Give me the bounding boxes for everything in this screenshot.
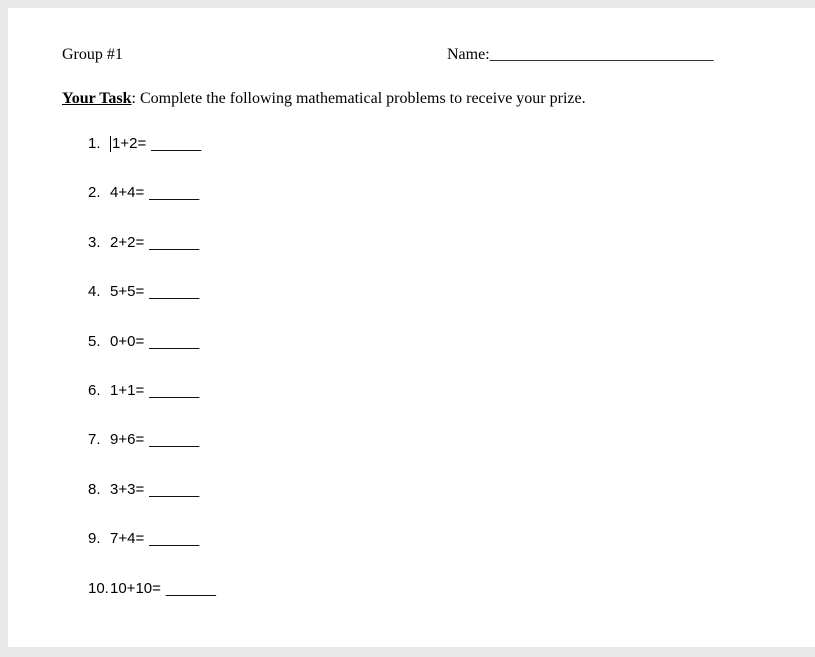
problem-row bbox=[8, 183, 815, 232]
answer-blank[interactable]: ______ bbox=[149, 233, 200, 251]
problem-expression: 10+10= bbox=[110, 579, 161, 597]
task-heading: Your Task bbox=[62, 90, 132, 107]
problem-number: 7. bbox=[88, 431, 101, 449]
problem-expression: 9+6= bbox=[110, 431, 145, 449]
answer-blank[interactable]: ______ bbox=[149, 332, 200, 350]
problem-number: 5. bbox=[88, 332, 101, 350]
problem-row bbox=[8, 332, 815, 381]
answer-blank[interactable]: ______ bbox=[149, 184, 200, 202]
problem-row bbox=[8, 529, 815, 578]
problem-number: 2. bbox=[88, 184, 101, 202]
problem-row bbox=[8, 430, 815, 479]
answer-blank[interactable]: ______ bbox=[165, 579, 216, 597]
group-label: Group #1 bbox=[62, 46, 123, 63]
problem-number: 8. bbox=[88, 480, 101, 498]
answer-blank[interactable]: ______ bbox=[149, 530, 200, 548]
problem-expression: 7+4= bbox=[110, 530, 145, 548]
problem-expression: 1+1= bbox=[110, 381, 145, 399]
name-label: Name: bbox=[447, 46, 490, 63]
problem-number: 6. bbox=[88, 381, 101, 399]
name-blank-line[interactable]: ____________________________ bbox=[489, 46, 714, 63]
problem-number: 1. bbox=[88, 135, 101, 152]
problem-expression: 2+2= bbox=[110, 233, 145, 251]
problem-number: 9. bbox=[88, 530, 101, 548]
problem-expression: 5+5= bbox=[110, 283, 145, 301]
task-text: : Complete the following mathematical problems to receive your prize. bbox=[131, 90, 586, 107]
problem-row bbox=[8, 579, 815, 628]
document-page[interactable] bbox=[8, 8, 815, 647]
problem-expression: 1+2= bbox=[112, 135, 147, 152]
problem-number: 3. bbox=[88, 233, 101, 251]
answer-blank[interactable]: ______ bbox=[149, 381, 200, 399]
answer-blank[interactable]: ______ bbox=[151, 135, 202, 152]
task-instruction bbox=[62, 90, 586, 108]
text-cursor bbox=[110, 136, 111, 152]
answer-blank[interactable]: ______ bbox=[149, 480, 200, 498]
problem-expression: 4+4= bbox=[110, 184, 145, 202]
problem-list bbox=[8, 134, 815, 628]
name-field bbox=[447, 46, 714, 64]
problem-row bbox=[8, 134, 815, 183]
problem-row bbox=[8, 282, 815, 331]
problem-row bbox=[8, 381, 815, 430]
problem-row bbox=[8, 233, 815, 282]
problem-expression: 0+0= bbox=[110, 332, 145, 350]
problem-expression: 3+3= bbox=[110, 480, 145, 498]
problem-number: 10. bbox=[88, 579, 109, 597]
problem-number: 4. bbox=[88, 283, 101, 301]
answer-blank[interactable]: ______ bbox=[149, 283, 200, 301]
problem-row bbox=[8, 480, 815, 529]
answer-blank[interactable]: ______ bbox=[149, 431, 200, 449]
